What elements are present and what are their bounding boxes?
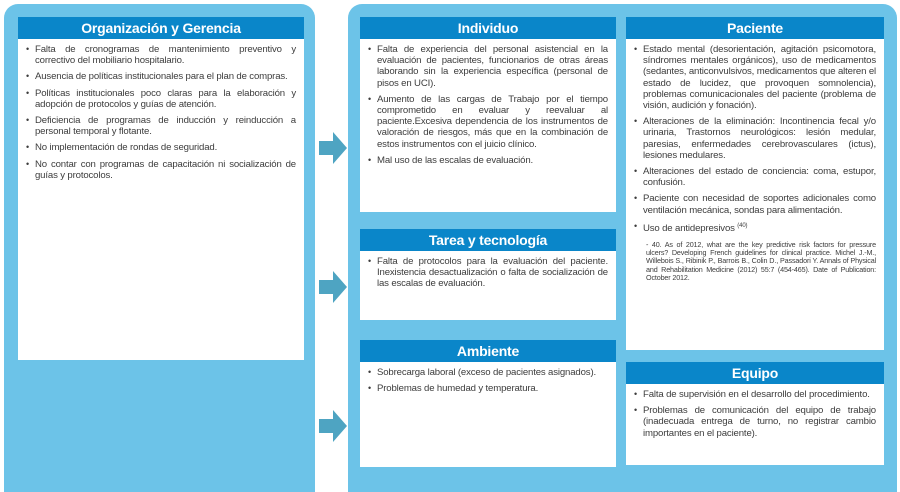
tarea-title: Tarea y tecnología: [360, 229, 616, 251]
bullet-icon: •: [368, 44, 372, 54]
list-item: [368, 383, 608, 394]
paciente-card: [626, 17, 884, 350]
ambiente-title: Ambiente: [360, 340, 616, 362]
ambiente-card: [360, 340, 616, 467]
list-item: [26, 88, 296, 110]
item-text: Alteraciones del estado de conciencia: coma, estupor, confusión.: [643, 166, 876, 189]
item-text: Falta de supervisión en el desarrollo del procedimiento.: [643, 389, 870, 400]
list-item: [634, 116, 876, 161]
individuo-title: Individuo: [360, 17, 616, 39]
list-item: [26, 44, 296, 66]
arrow-right-icon: [319, 132, 347, 164]
ambiente-list: [360, 362, 616, 403]
item-text: Mal uso de las escalas de evaluación.: [377, 154, 534, 166]
item-text: Estado mental (desorientación, agitación psicomotora, síndromes mentales orgánicos), uso de medicamentos (sedantes, anticonvulsivos, medicamentos que alteren el estado de lucidez, que provoquen somnolencia), problemas comunicacionales del paciente (problema de visión, audición y fonación).: [643, 44, 876, 112]
list-item: [634, 389, 876, 400]
list-item: [634, 193, 876, 215]
item-text: No implementación de rondas de seguridad.: [35, 142, 218, 154]
item-text: No contar con programas de capacitación ni socialización de guías y protocolos.: [35, 158, 296, 181]
bullet-icon: •: [634, 116, 638, 127]
bullet-icon: •: [26, 71, 30, 82]
list-item: [634, 166, 876, 188]
bullet-icon: •: [368, 256, 372, 266]
bullet-icon: •: [634, 44, 638, 54]
list-item: [368, 367, 608, 378]
item-text: Paciente con necesidad de soportes adicionales como ventilación mecánica, sondas para alimentación.: [643, 193, 876, 216]
item-text: Problemas de comunicación del equipo de trabajo (inadecuada entrega de turno, no registrar cambio importantes en el paciente).: [643, 405, 876, 439]
individuo-list: [360, 39, 616, 175]
paciente-title: Paciente: [626, 17, 884, 39]
paciente-list: [626, 39, 884, 243]
individuo-card: [360, 17, 616, 212]
bullet-icon: •: [634, 193, 638, 204]
item-text: Aumento de las cargas de Trabajo por el tiempo comprometido en evaluar y reevaluar al paciente.Excesiva dependencia de los instrumentos de valoración de riesgos, más que en la combinación de estos instrumentos con el juicio clínico.: [377, 93, 608, 150]
list-item: [634, 44, 876, 111]
item-text: Ausencia de políticas institucionales para el plan de compras.: [35, 71, 288, 83]
list-item: [368, 94, 608, 150]
list-item: [368, 155, 608, 166]
bullet-icon: •: [368, 154, 372, 165]
reference-text: - 40. As of 2012, what are the key predictive risk factors for pressure ulcers? Developing French guidelines for clinical practice. Michel J.-M., Willebois S., Ribinik P., Barrois B., Colin D., Passadori Y. Annals of Physical and Rehabilitation Medicine (2012) 55:7 (454-465). Date of Publication: October 2012.: [646, 240, 876, 282]
list-item: [26, 71, 296, 82]
bullet-icon: •: [368, 93, 372, 104]
item-text: Problemas de humedad y temperatura.: [377, 383, 539, 395]
item-text: Falta de experiencia del personal asistencial en la evaluación de pacientes, funcionarios de otras áreas laborando sin la experiencia específica (personal de pisos en UCI).: [377, 44, 608, 89]
list-item: [368, 256, 608, 290]
item-text: Uso de antidepresivos: [643, 222, 735, 234]
list-item: [634, 405, 876, 439]
bullet-icon: •: [26, 115, 30, 126]
bullet-icon: •: [26, 158, 30, 169]
item-text: Alteraciones de la eliminación: Incontinencia fecal y/o urinaria, Trastornos neurológicos: lesión medular, paresias, enfermedades cerebrovasculares (ictus), lesiones medulares.: [643, 116, 876, 161]
equipo-card: [626, 362, 884, 465]
list-item: [26, 115, 296, 137]
equipo-title: Equipo: [626, 362, 884, 384]
item-text: Deficiencia de programas de inducción y reinducción a personal temporal y flotante.: [35, 115, 296, 138]
tarea-list: [360, 251, 616, 299]
list-item: [634, 221, 876, 234]
item-text: Falta de cronogramas de mantenimiento preventivo y correctivo del mobiliario hospitalario.: [35, 44, 296, 67]
bullet-icon: •: [26, 87, 30, 98]
item-text: Políticas institucionales poco claras para la elaboración y adopción de protocolos y guías de atención.: [35, 87, 296, 110]
list-item: [368, 44, 608, 89]
bullet-icon: •: [368, 367, 372, 377]
item-text: Falta de protocolos para la evaluación del paciente. Inexistencia desactualización o falta de socialización de las escalas de evaluación.: [377, 256, 608, 290]
citation-ref: (40): [737, 222, 748, 229]
bullet-icon: •: [634, 405, 638, 416]
arrow-right-icon: [319, 410, 347, 442]
item-text: Sobrecarga laboral (exceso de pacientes asignados).: [377, 367, 597, 378]
organizacion-list: [18, 39, 304, 190]
organizacion-card: [18, 17, 304, 360]
equipo-list: [626, 384, 884, 448]
bullet-icon: •: [26, 142, 30, 153]
bullet-icon: •: [26, 44, 30, 54]
bullet-icon: •: [634, 166, 638, 177]
tarea-card: [360, 229, 616, 320]
list-item: [26, 159, 296, 181]
bullet-icon: •: [634, 220, 638, 231]
bullet-icon: •: [368, 383, 372, 394]
list-item: [26, 142, 296, 153]
arrow-right-icon: [319, 271, 347, 303]
bullet-icon: •: [634, 389, 638, 399]
organizacion-title: Organización y Gerencia: [18, 17, 304, 39]
